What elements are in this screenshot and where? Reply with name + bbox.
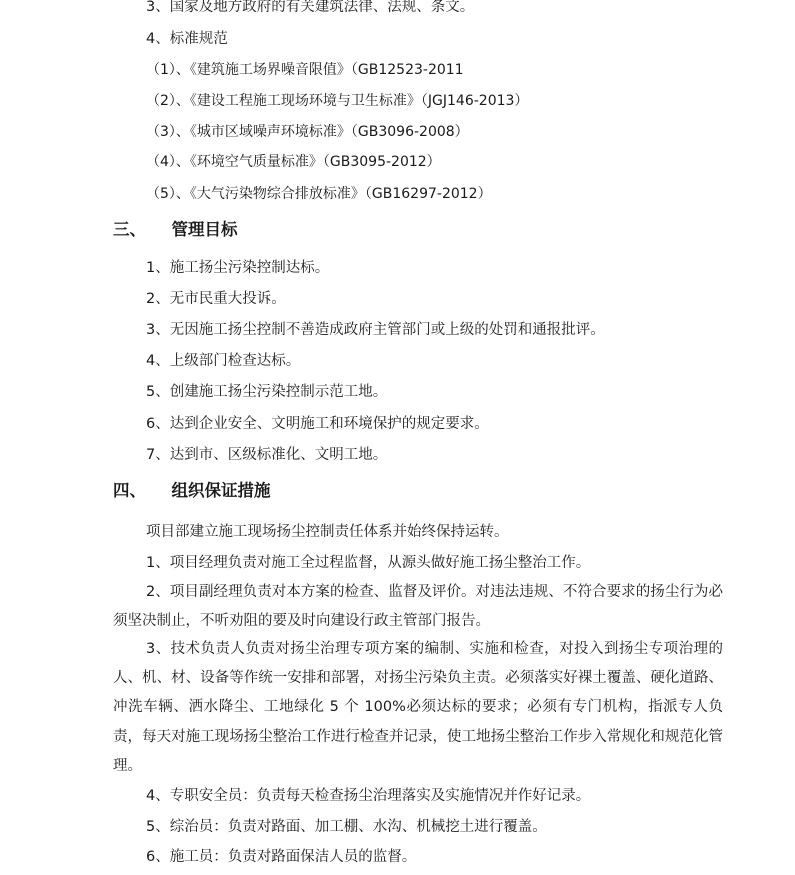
goal-item: 2、无市民重大投诉。 [146,291,286,307]
standard-item: （5）、《大气污染物综合排放标准》（GB16297-2012） [146,186,492,202]
measure-item: 6、施工员：负责对路面保洁人员的监督。 [146,849,417,865]
section-4-title: 组织保证措施 [171,481,271,500]
measure-paragraph: 3、技术负责人负责对扬尘治理专项方案的编制、实施和检查，对投入到扬尘专项治理的人、机、材、设备等作统一安排和部署，对扬尘污染负主责。必须落实好裸土覆盖、硬化道路、冲洗车辆、洒水降尘、工地绿化 5 个 100%必须达标的要求；必须有专门机构，指派专人负责，每天对施工现场扬尘整治工作进行检查并记录，使工地扬尘整治工作步入常规化和规范化管理。 [113,641,723,774]
measure-paragraph: 2、项目副经理负责对本方案的检查、监督及评价。对违法违规、不符合要求的扬尘行为必须坚决制止，不听劝阻的要及时向建设行政主管部门报告。 [113,584,723,630]
law-item-3: 3、国家及地方政府的有关建筑法律、法规、条文。 [146,0,475,15]
section-3-heading [113,219,238,241]
standard-item: （4）、《环境空气质量标准》（GB3095-2012） [146,154,441,170]
goal-item: 3、无因施工扬尘控制不善造成政府主管部门或上级的处罚和通报批评。 [146,322,605,338]
section-3-title: 管理目标 [171,220,238,239]
measure-item: 5、综治员：负责对路面、加工棚、水沟、机械挖土进行覆盖。 [146,819,547,835]
standard-item: （2）、《建设工程施工现场环境与卫生标准》（JGJ146-2013） [146,93,529,109]
section-4-number: 四、 [113,481,146,500]
goal-item: 4、上级部门检查达标。 [146,353,301,369]
law-item-4: 4、标准规范 [146,31,228,47]
goal-item: 6、达到企业安全、文明施工和环境保护的规定要求。 [146,416,489,432]
section-4-heading [113,480,271,502]
standard-item: （1）、《建筑施工场界噪音限值》（GB12523-2011 [146,62,464,78]
measure-item: 4、专职安全员：负责每天检查扬尘治理落实及实施情况并作好记录。 [146,788,591,804]
standard-item: （3）、《城市区域噪声环境标准》（GB3096-2008） [146,124,469,140]
goal-item: 5、创建施工扬尘污染控制示范工地。 [146,384,388,400]
section-4-intro: 项目部建立施工现场扬尘控制责任体系并始终保持运转。 [146,524,509,540]
measure-item: 1、项目经理负责对施工全过程监督，从源头做好施工扬尘整治工作。 [146,555,591,571]
section-3-number: 三、 [113,220,146,239]
goal-item: 7、达到市、区级标准化、文明工地。 [146,447,388,463]
goal-item: 1、施工扬尘污染控制达标。 [146,260,330,276]
